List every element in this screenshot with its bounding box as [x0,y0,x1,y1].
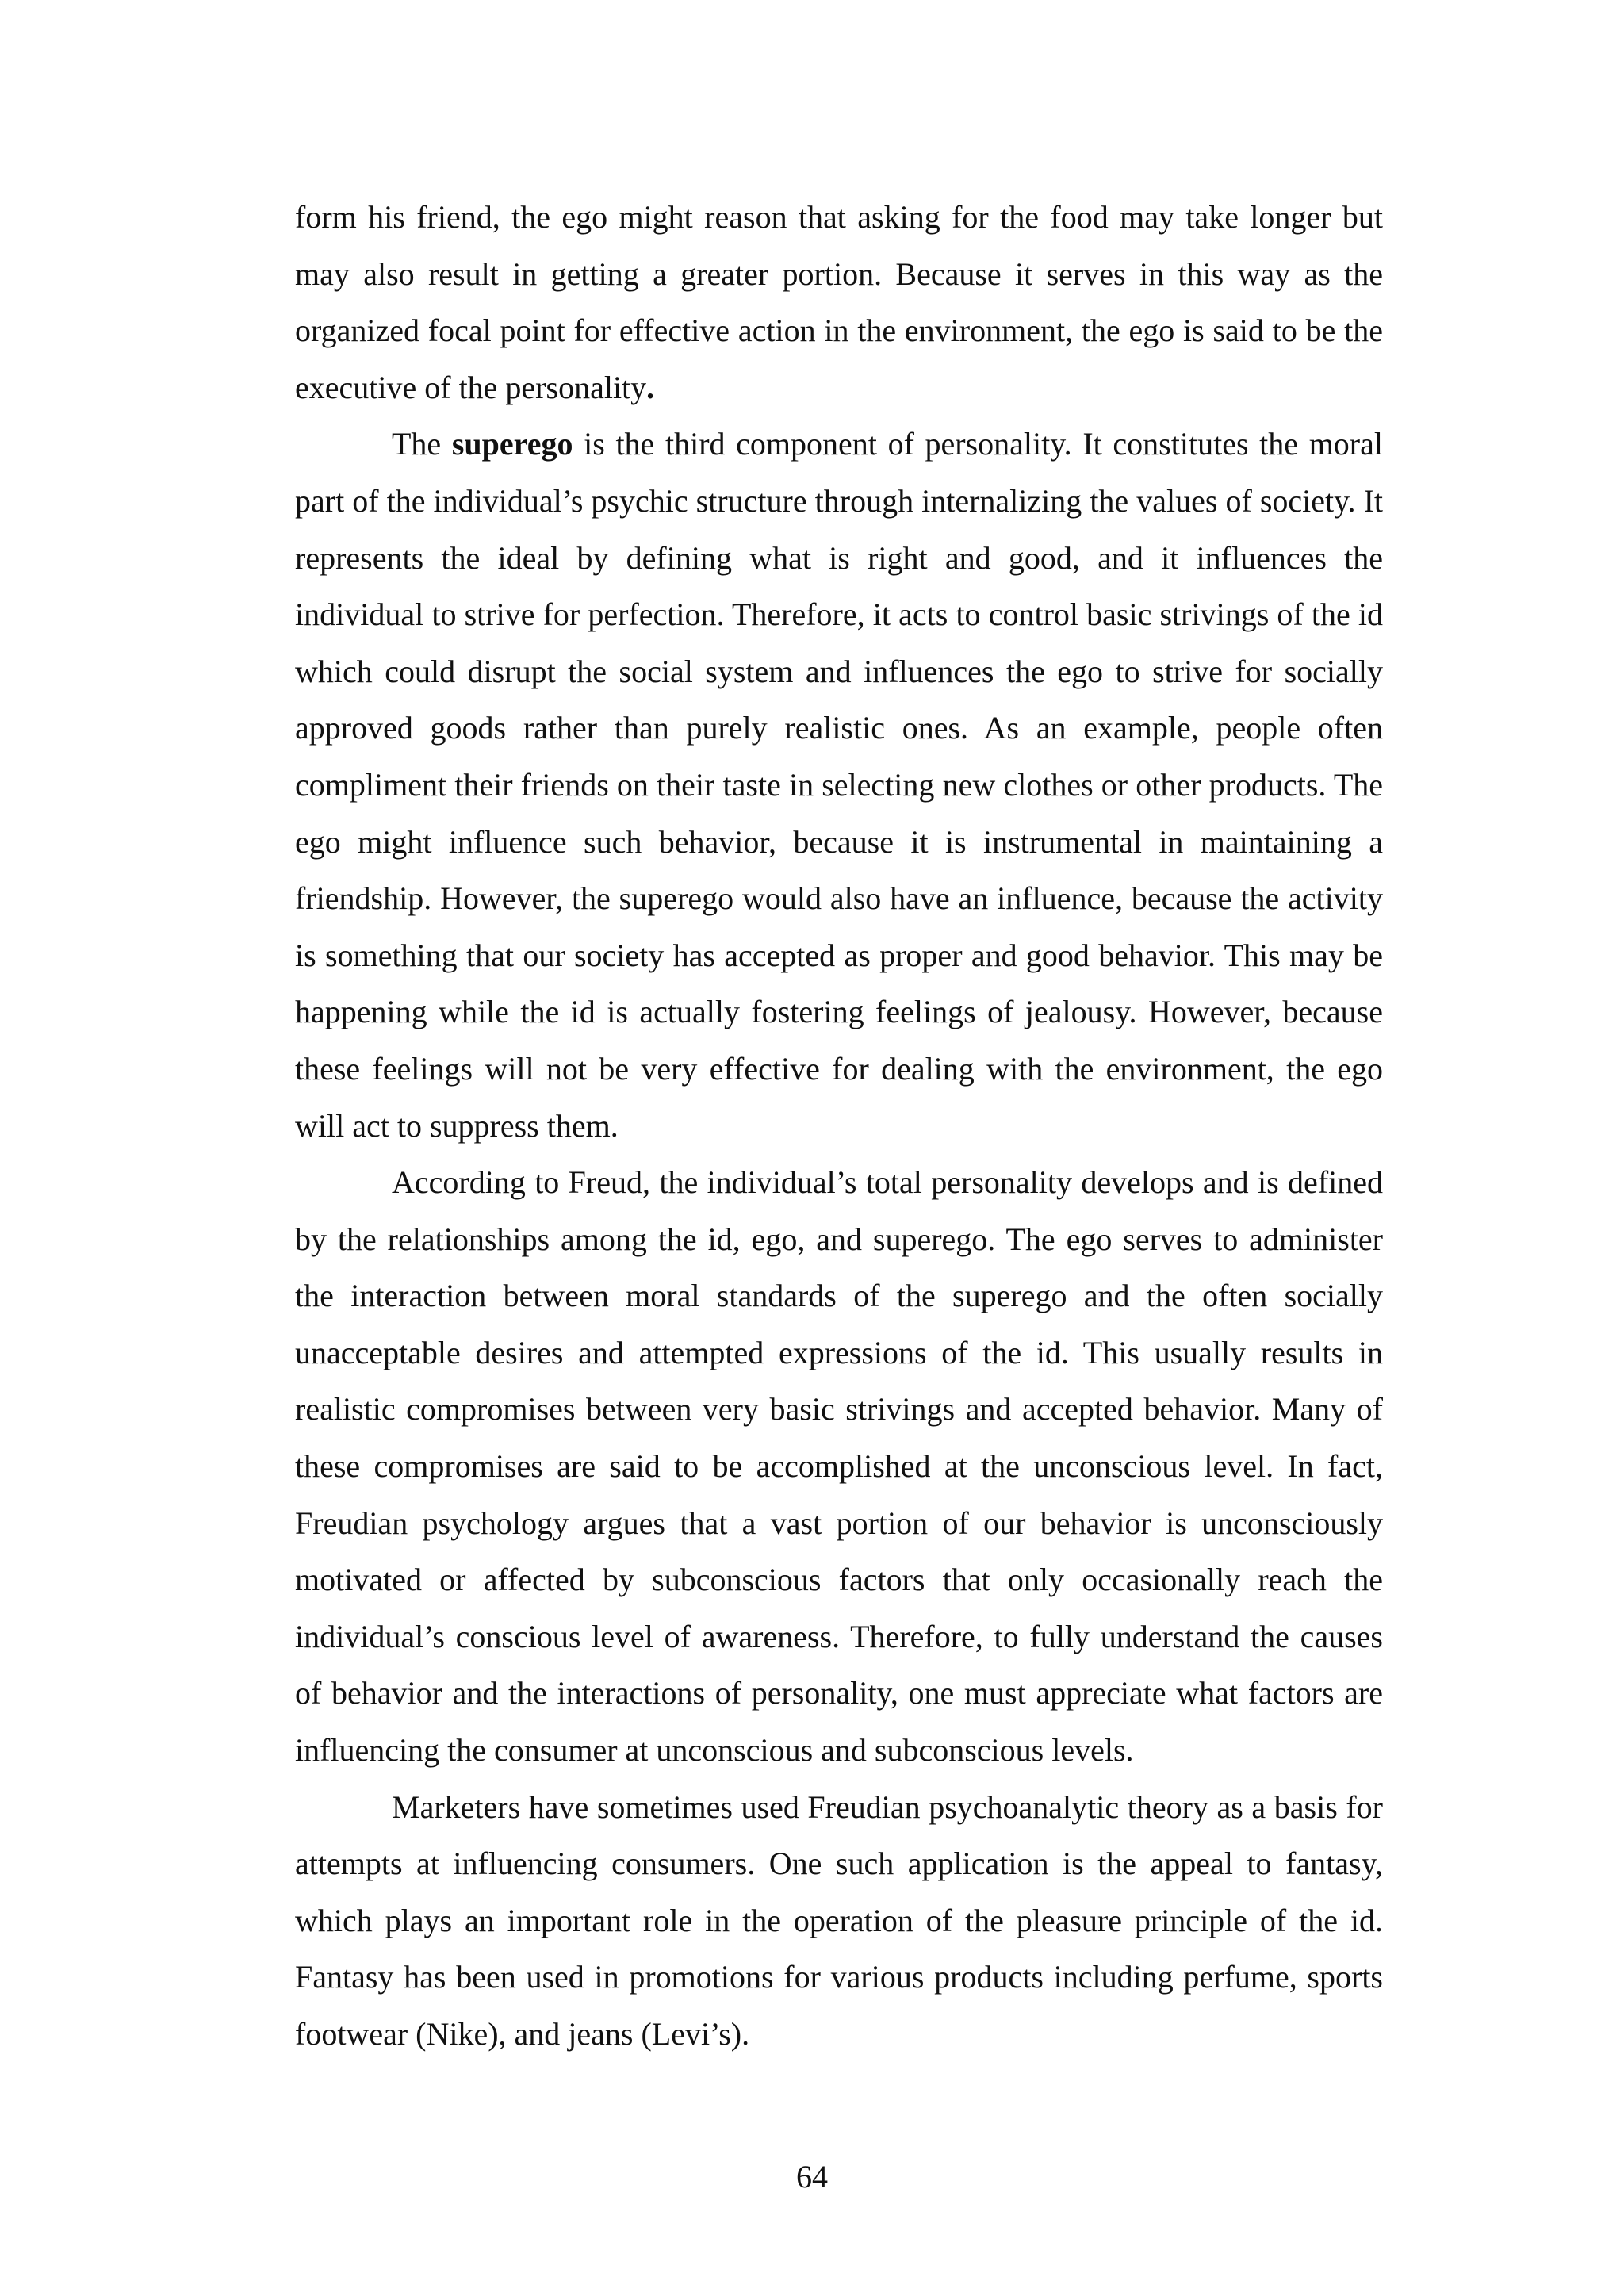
paragraph-ego-continued [295,189,1383,416]
paragraph-ego-period: . [646,369,655,405]
page-body [295,189,1383,2063]
page-number: 64 [796,2159,828,2194]
paragraph-superego [295,416,1383,1154]
paragraph-freud-personality: According to Freud, the individual’s total personality develops and is defined by the relationships among the id, ego, and superego. The ego serves to administer the interaction between moral standards of the superego and the often socially unacceptable desires and attempted expressions of the id. This usually results in realistic compromises between very basic strivings and accepted behavior. Many of these compromises are said to be accomplished at the unconscious level. In fact, Freudian psychology argues that a vast portion of our behavior is unconsciously motivated or affected by subconscious factors that only occasionally reach the individual’s conscious level of awareness. Therefore, to fully understand the causes of behavior and the interactions of personality, one must appreciate what factors are influencing the consumer at unconscious and subconscious levels. [295,1164,1383,1769]
paragraph-superego-lead: The [392,426,452,462]
paragraph-superego-text: is the third component of personality. It constitutes the moral part of the individual’s psychic structure through internalizing the values of society. It represents the ideal by defining what is right and good, and it influences the individual to strive for perfection. Therefore, it acts to control basic strivings of the id which could disrupt the social system and influences the ego to strive for socially approved goods rather than purely realistic ones. As an example, people often compliment their friends on their taste in selecting new clothes or other products. The ego might influence such behavior, because it is instrumental in maintaining a friendship. However, the superego would also have an influence, because the activity is something that our society has accepted as proper and good behavior. This may be happening while the id is actually fostering feelings of jealousy. However, because these feelings will not be very effective for dealing with the environment, the ego will act to suppress them. [295,426,1383,1144]
paragraph-marketers: Marketers have sometimes used Freudian psychoanalytic theory as a basis for attempts at influencing consumers. One such application is the appeal to fantasy, which plays an important role in the operation of the pleasure principle of the id. Fantasy has been used in promotions for various products including perfume, sports footwear (Nike), and jeans (Levi’s). [295,1788,1383,2052]
paragraph-ego-text: form his friend, the ego might reason that asking for the food may take longer but may also result in getting a greater portion. Because it serves in this way as the organized focal point for effective action in the environment, the ego is said to be the executive of the personality [295,199,1383,405]
superego-term: superego [451,426,573,462]
